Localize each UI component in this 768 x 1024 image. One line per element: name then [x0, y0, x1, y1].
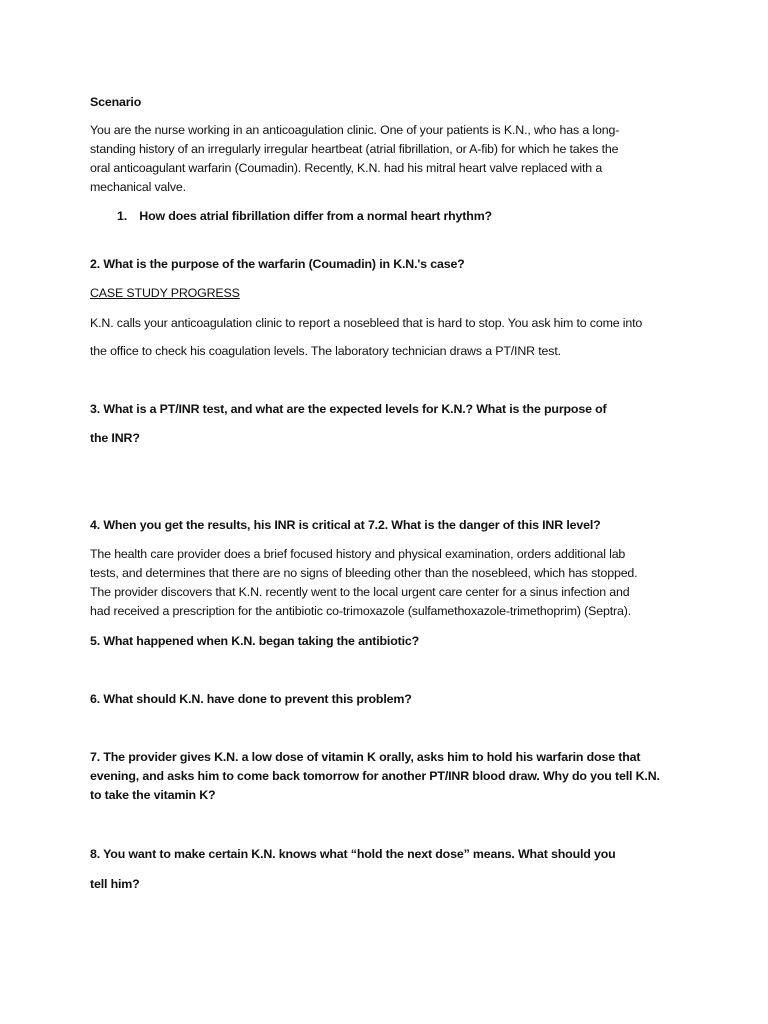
question-7-line: to take the vitamin K? — [90, 788, 216, 802]
provider-note-line: tests, and determines that there are no signs of bleeding other than the nosebleed, which has stopped. — [90, 566, 638, 580]
scenario-line: oral anticoagulant warfarin (Coumadin). Recently, K.N. had his mitral heart valve replaced with a — [90, 161, 603, 175]
scenario-paragraph — [90, 121, 690, 197]
case-study-progress-heading: CASE STUDY PROGRESS — [90, 286, 240, 300]
question-8 — [90, 845, 690, 864]
question-8-line: 8. You want to make certain K.N. knows what “hold the next dose” means. What should you — [90, 847, 616, 861]
question-3-line: the INR? — [90, 431, 140, 445]
progress-paragraph-cont — [90, 342, 690, 361]
question-3 — [90, 400, 690, 419]
question-2: 2. What is the purpose of the warfarin (Coumadin) in K.N.'s case? — [90, 257, 465, 271]
progress-paragraph — [90, 314, 690, 333]
scenario-line: standing history of an irregularly irregular heartbeat (atrial fibrillation, or A-fib) for which he takes the — [90, 142, 619, 156]
provider-note-line: The provider discovers that K.N. recently went to the local urgent care center for a sinus infection and — [90, 585, 630, 599]
question-3-cont — [90, 429, 690, 448]
question-7-line: evening, and asks him to come back tomorrow for another PT/INR blood draw. Why do you tell K.N. — [90, 769, 660, 783]
question-1-number: 1. — [117, 209, 128, 223]
question-3-line: 3. What is a PT/INR test, and what are the expected levels for K.N.? What is the purpose of — [90, 402, 607, 416]
question-1 — [117, 207, 492, 226]
question-6: 6. What should K.N. have done to prevent this problem? — [90, 692, 412, 706]
question-4: 4. When you get the results, his INR is critical at 7.2. What is the danger of this INR level? — [90, 518, 601, 532]
question-1-text: How does atrial fibrillation differ from a normal heart rhythm? — [139, 209, 492, 223]
provider-note-paragraph — [90, 545, 690, 621]
provider-note-line: had received a prescription for the antibiotic co-trimoxazole (sulfamethoxazole-trimethoprim) (Septra). — [90, 604, 631, 618]
question-5: 5. What happened when K.N. began taking the antibiotic? — [90, 634, 420, 648]
question-7-line: 7. The provider gives K.N. a low dose of vitamin K orally, asks him to hold his warfarin dose that — [90, 750, 641, 764]
question-8-line: tell him? — [90, 877, 140, 891]
question-7 — [90, 748, 690, 805]
question-8-cont — [90, 875, 690, 894]
progress-line: the office to check his coagulation levels. The laboratory technician draws a PT/INR test. — [90, 344, 561, 358]
progress-line: K.N. calls your anticoagulation clinic to report a nosebleed that is hard to stop. You ask him to come into — [90, 316, 643, 330]
scenario-line: mechanical valve. — [90, 180, 186, 194]
provider-note-line: The health care provider does a brief focused history and physical examination, orders additional lab — [90, 547, 626, 561]
scenario-heading: Scenario — [90, 95, 142, 109]
scenario-line: You are the nurse working in an anticoagulation clinic. One of your patients is K.N., who has a long- — [90, 123, 620, 137]
